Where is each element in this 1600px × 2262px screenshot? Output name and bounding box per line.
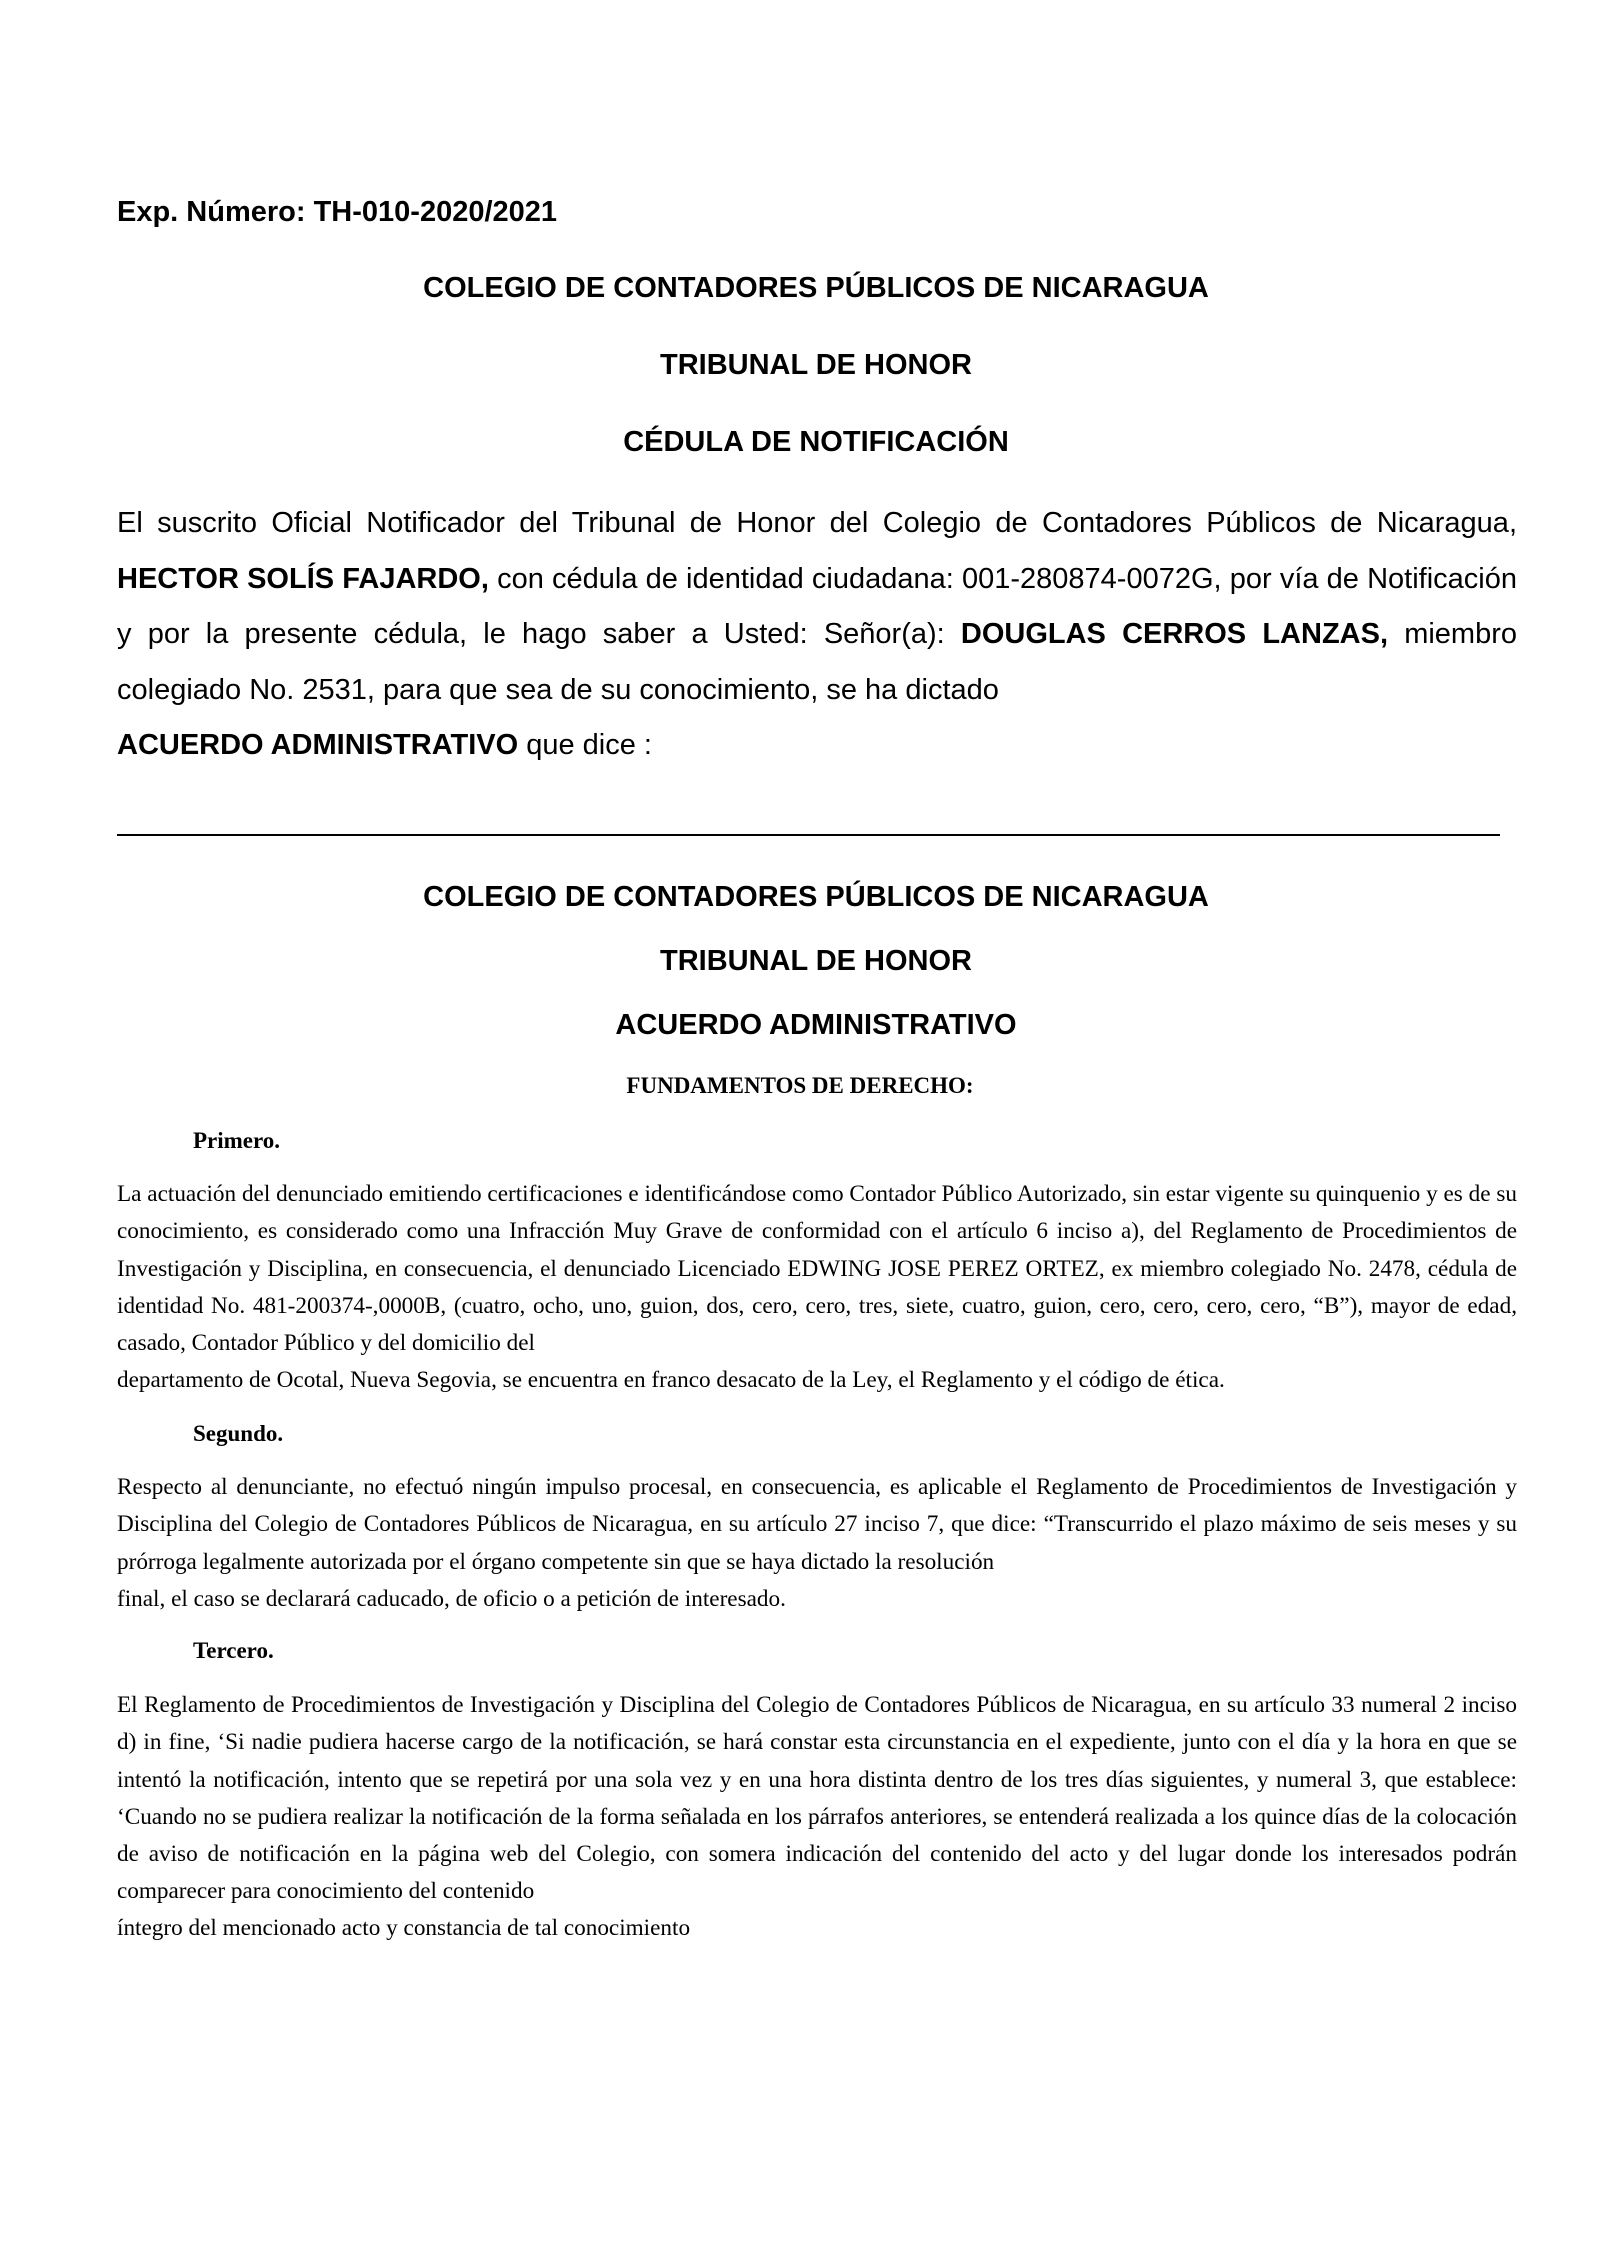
divider-line xyxy=(117,834,1500,836)
section-body-primero-end: departamento de Ocotal, Nueva Segovia, se encuentra en franco desacato de la Ley, el Reglamento y el código de ética. xyxy=(117,1367,1225,1393)
section-heading-segundo: Segundo. xyxy=(193,1421,284,1446)
intro-text: miembro colegiado No. 2531, para que sea de su conocimiento, se ha dictado xyxy=(117,618,1517,706)
intro-paragraph xyxy=(117,496,1517,718)
officer-name: HECTOR SOLÍS FAJARDO, xyxy=(117,562,489,595)
section-body-primero: La actuación del denunciado emitiendo certificaciones e identificándose como Contador Público Autorizado, sin estar vigente su quinquenio y es de su conocimiento, es considerado como una Infracción Muy Grave de conformidad con el artículo 6 inciso a), del Reglamento de Procedimientos de Investigación y Disciplina, en consecuencia, el denunciado Licenciado EDWING JOSE PEREZ ORTEZ, ex miembro colegiado No. 2478, cédula de identidad No. 481-200374-,0000B, (cuatro, ocho, uno, guion, dos, cero, cero, tres, siete, cuatro, guion, cero, cero, cero, cero, “B”), mayor de edad, casado, Contador Público y del domicilio del xyxy=(117,1181,1517,1357)
acuerdo-org-name: COLEGIO DE CONTADORES PÚBLICOS DE NICARAGUA xyxy=(423,881,1209,913)
intro-text: El suscrito Oficial Notificador del Tribunal de Honor del Colegio de Contadores Públicos de Nicaragua, xyxy=(117,507,1517,539)
section-body-tercero: El Reglamento de Procedimientos de Investigación y Disciplina del Colegio de Contadores Públicos de Nicaragua, en su artículo 33 numeral 2 inciso d) in fine, ‘Si nadie pudiera hacerse cargo de la notificación, se hará constar esta circunstancia en el expediente, junto con el día y la hora en que se intentó la notificación, intento que se repetirá por una sola vez y en una hora distinta dentro de los tres días siguientes, y numeral 3, que establece: ‘Cuando no se pudiera realizar la notificación de la forma señalada en los párrafos anteriores, se entenderá realizada a los quince días de la colocación de aviso de notificación en la página web del Colegio, con somera indicación del contenido del acto y del lugar donde los interesados podrán comparecer para conocimiento del contenido xyxy=(117,1692,1517,1905)
header-org-name: COLEGIO DE CONTADORES PÚBLICOS DE NICARAGUA xyxy=(423,272,1209,304)
intro-text: con cédula de identidad ciudadana: 001-280874-0072G, por vía de Notificación y por la presente cédula, le hago saber a Usted: Señor(a): xyxy=(117,562,1517,650)
section-heading-primero: Primero. xyxy=(193,1128,281,1153)
header-tribunal: TRIBUNAL DE HONOR xyxy=(659,349,973,381)
intro-text: que dice : xyxy=(518,729,652,761)
section-heading-tercero: Tercero. xyxy=(193,1638,274,1663)
intro-paragraph-end xyxy=(117,718,652,774)
fundamentos-heading: FUNDAMENTOS DE DERECHO: xyxy=(626,1073,974,1098)
member-name: DOUGLAS CERROS LANZAS, xyxy=(960,618,1388,650)
acuerdo-tribunal: TRIBUNAL DE HONOR xyxy=(659,945,973,977)
section-body-segundo: Respecto al denunciante, no efectuó ningún impulso procesal, en consecuencia, es aplicable el Reglamento de Procedimientos de Investigación y Disciplina del Colegio de Contadores Públicos de Nicaragua, en su artículo 27 inciso 7, que dice: “Transcurrido el plazo máximo de seis meses y su prórroga legalmente autorizada por el órgano competente sin que se haya dictado la resolución xyxy=(117,1474,1517,1575)
acuerdo-reference: ACUERDO ADMINISTRATIVO xyxy=(117,729,519,761)
section-body-segundo-end: final, el caso se declarará caducado, de oficio o a petición de interesado. xyxy=(117,1586,786,1612)
expedient-number: Exp. Número: TH-010-2020/2021 xyxy=(117,196,558,228)
section-body-tercero-end: íntegro del mencionado acto y constancia de tal conocimiento xyxy=(117,1915,691,1941)
header-doc-type: CÉDULA DE NOTIFICACIÓN xyxy=(623,426,1009,458)
acuerdo-title: ACUERDO ADMINISTRATIVO xyxy=(615,1009,1017,1041)
